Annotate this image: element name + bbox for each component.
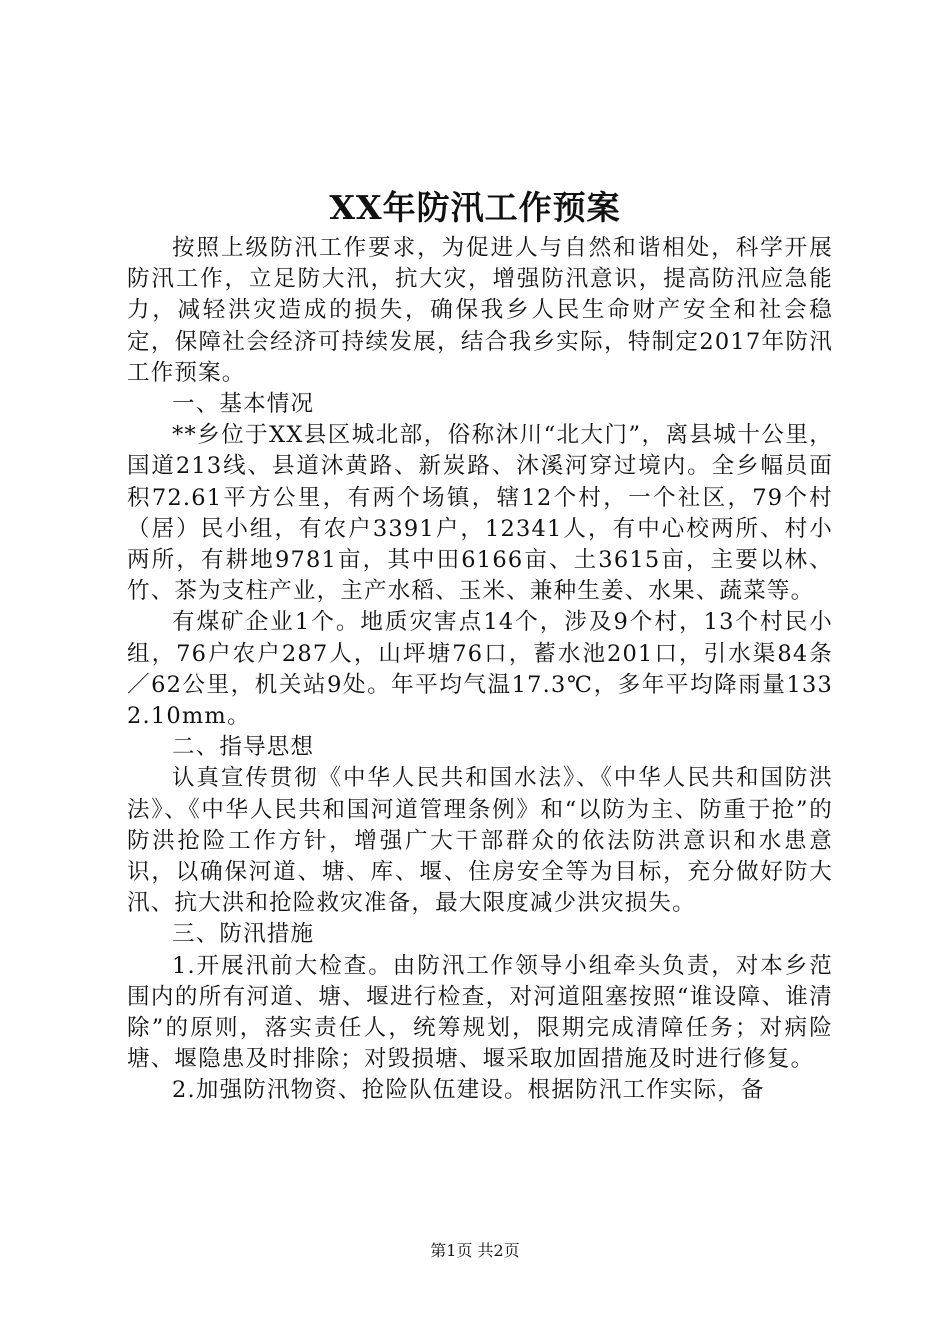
document-title: XX年防汛工作预案 [329,188,621,227]
paragraph-guiding-thought: 认真宣传贯彻《中华人民共和国水法》、《中华人民共和国防洪法》、《中华人民共和国河道管理条例》和“以防为主、防重于抢”的防洪抢险工作方针，增强广大干部群众的依法防洪意识和水患意识，以确保河道、塘、库、堰、住房安全等为目标，充分做好防大汛、抗大洪和抢险救灾准备，最大限度减少洪灾损失。 [127,765,833,917]
paragraph-intro: 按照上级防汛工作要求，为促进人与自然和谐相处，科学开展防汛工作，立足防大汛，抗大灾，增强防汛意识，提高防汛应急能力，减轻洪灾造成的损失，确保我乡人民生命财产安全和社会稳定，保障社会经济可持续发展，结合我乡实际，特制定2017年防汛工作预案。 [127,235,833,386]
section-heading-basic-situation: 一、基本情况 [172,391,315,418]
paragraph-basic-situation: **乡位于XX县区城北部，俗称沐川“北大门”，离县城十公里，国道213线、县道沐黄路、新炭路、沐溪河穿过境内。全乡幅员面积72.61平方公里，有两个场镇，辖12个村，一个社区，79个村（居）民小组，有农户3391户，12341人，有中心校两所、村小两所，有耕地9781亩，其中田6166亩、土3615亩，主要以林、竹、茶为支柱产业，主产水稻、玉米、兼种生姜、水果、蔬菜等。 [127,422,833,605]
paragraph-measure-2: 2.加强防汛物资、抢险队伍建设。根据防汛工作实际，备 [172,1077,765,1104]
section-heading-measures: 三、防汛措施 [172,921,315,948]
section-heading-guiding-thought: 二、指导思想 [172,734,315,761]
paragraph-measure-1: 1.开展汛前大检查。由防汛工作领导小组牵头负责，对本乡范围内的所有河道、塘、堰进行检查，对河道阻塞按照“谁设障、谁清除”的原则，落实责任人，统筹规划，限期完成清障任务；对病险塘、堰隐患及时排除；对毁损塘、堰采取加固措施及时进行修复。 [127,952,833,1073]
document-body [127,233,833,1107]
paragraph-hazards: 有煤矿企业1个。地质灾害点14个，涉及9个村，13个村民小组，76户农户287人，山坪塘76口，蓄水池201口，引水渠84条／62公里，机关站9处。年平均气温17.3℃，多年平均降雨量1332.10mm。 [127,609,833,730]
page-footer: 第1页 共2页 [430,1241,520,1260]
